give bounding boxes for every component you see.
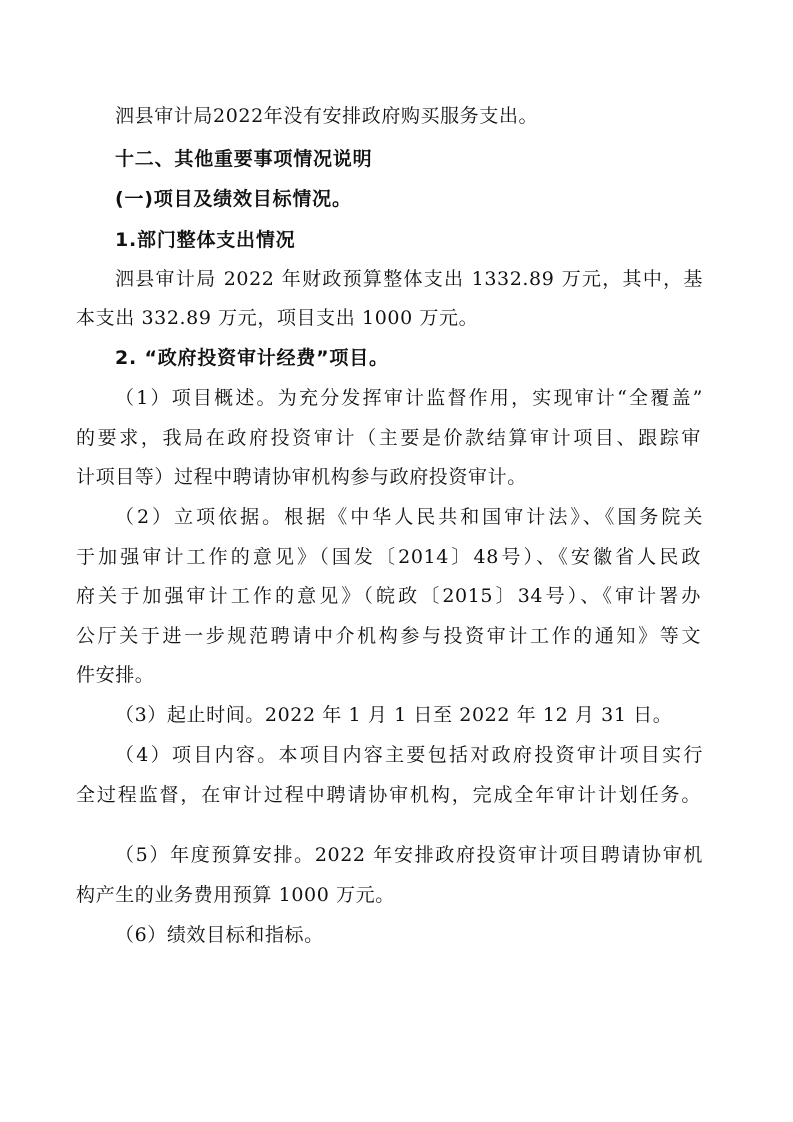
paragraph-overview-line-2 [0, 425, 793, 451]
text-line: 全过程监督，在审计过程中聘请协审机构，完成全年审计计划任务。 [76, 784, 701, 806]
heading-item-2 [0, 345, 793, 371]
text-line: （3）起止时间。2022 年 1 月 1 日至 2022 年 12 月 31 日。 [115, 704, 673, 726]
paragraph-overview-line-3 [0, 464, 793, 490]
text-line: 构产生的业务费用预算 1000 万元。 [76, 884, 395, 906]
heading-section-12 [0, 146, 793, 172]
text-line: 1.部门整体支出情况 [115, 229, 296, 251]
text-line: 十二、其他重要事项情况说明 [115, 148, 373, 170]
paragraph-basis-line-2 [0, 544, 793, 570]
paragraph-budget-line-1 [0, 842, 793, 868]
text-line: (一)项目及绩效目标情况。 [115, 188, 352, 210]
text-line: 计项目等）过程中聘请协审机构参与政府投资审计。 [76, 466, 527, 488]
text-line: 府关于加强审计工作的意见》（皖政〔2015〕34号）、《审计署办 [76, 585, 701, 607]
text-line: （6）绩效目标和指标。 [115, 924, 324, 946]
text-line: 本支出 332.89 万元，项目支出 1000 万元。 [76, 307, 479, 329]
text-line: 的要求，我局在政府投资审计（主要是价款结算审计项目、跟踪审 [76, 427, 701, 449]
paragraph-content-line-1 [0, 742, 793, 768]
paragraph-basis-line-1 [0, 504, 793, 530]
text-line: （2）立项依据。根据《中华人民共和国审计法》、《国务院关 [115, 506, 703, 528]
heading-item-1 [0, 227, 793, 253]
paragraph-performance-goals [0, 922, 793, 948]
paragraph-basis-line-4 [0, 623, 793, 649]
text-line: （5）年度预算安排。2022 年安排政府投资审计项目聘请协审机 [115, 844, 703, 866]
paragraph-overall-expenditure-line-2 [0, 305, 793, 331]
text-line: 于加强审计工作的意见》（国发〔2014〕48号）、《安徽省人民政 [76, 546, 701, 568]
paragraph-budget-line-2 [0, 882, 793, 908]
heading-subsection-1 [0, 186, 793, 212]
paragraph-basis-line-3 [0, 583, 793, 609]
paragraph-procurement [0, 103, 793, 129]
text-line: 泗县审计局2022年没有安排政府购买服务支出。 [115, 105, 539, 127]
paragraph-content-line-2 [0, 782, 793, 808]
text-line: 件安排。 [76, 664, 155, 686]
text-line: 2. “政府投资审计经费”项目。 [115, 347, 389, 369]
text-line: 泗县审计局 2022 年财政预算整体支出 1332.89 万元，其中，基 [115, 268, 703, 290]
paragraph-overall-expenditure-line-1 [0, 266, 793, 292]
text-line: 公厅关于进一步规范聘请中介机构参与投资审计工作的通知》等文 [76, 625, 701, 647]
paragraph-period [0, 702, 793, 728]
paragraph-overview-line-1 [0, 385, 793, 411]
paragraph-basis-line-5 [0, 662, 793, 688]
text-line: （1）项目概述。为充分发挥审计监督作用，实现审计“全覆盖” [115, 387, 703, 409]
text-line: （4）项目内容。本项目内容主要包括对政府投资审计项目实行 [115, 744, 703, 766]
